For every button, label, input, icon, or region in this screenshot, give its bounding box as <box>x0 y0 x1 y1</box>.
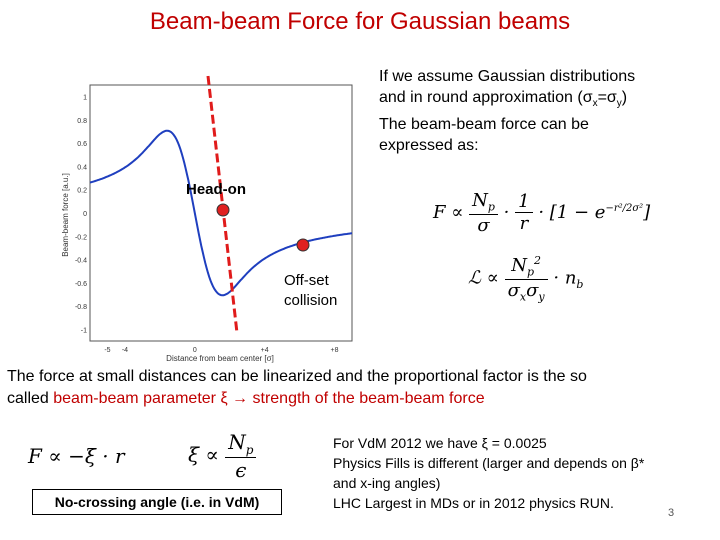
beam-beam-force-plot <box>60 75 360 365</box>
fills-line-2: Physics Fills is different (larger and depends on β* <box>333 455 645 471</box>
fills-line-3: and x-ing angles) <box>333 475 441 491</box>
x-tick-label: +4 <box>260 347 269 354</box>
intro-text <box>379 66 709 156</box>
y-tick-label: 0 <box>83 211 87 218</box>
x-ticks <box>104 347 338 354</box>
luminosity-formula: ℒ ∝ $\frac{N_p^2}{\sigma_x\sigma_y}$ · $n_b$ <box>468 254 584 304</box>
linearization-line-2: called beam-beam parameter ξ → strength of the beam-beam force <box>7 390 485 407</box>
linearization-line-1: The force at small distances can be linearized and the proportional factor is the so <box>7 368 587 385</box>
y-tick-label: 0.2 <box>77 187 87 195</box>
headon-label: Head-on <box>186 181 246 198</box>
fills-line-1: For VdM 2012 we have ξ = 0.0025 <box>333 435 547 451</box>
x-axis-label: Distance from beam center [σ] <box>166 354 274 363</box>
y-tick-label: -0.2 <box>74 234 87 242</box>
offset-point <box>297 239 309 251</box>
y-tick-label: 0.4 <box>77 164 87 172</box>
y-ticks <box>75 95 87 335</box>
intro-line-3: The beam-beam force can be <box>379 116 589 134</box>
intro-line-4: expressed as: <box>379 137 479 155</box>
y-tick-label: -0.6 <box>74 280 87 288</box>
intro-line-2: and in round approximation $(\sigma_x=\sigma_y)$ <box>379 89 628 110</box>
beam-beam-parameter-text: beam-beam parameter ξ → strength of the beam-beam force <box>53 390 485 407</box>
y-tick-label: 0.6 <box>77 141 87 149</box>
fills-text <box>333 433 713 513</box>
y-tick-label: -1 <box>80 327 87 335</box>
fills-line-4: LHC Largest in MDs or in 2012 physics RUN. <box>333 495 614 511</box>
headon-point <box>217 204 229 216</box>
x-tick-label: 0 <box>192 347 197 354</box>
linearization-text <box>7 366 713 410</box>
force-formula: F ∝ $\frac{N_p}{\sigma}$ · $\frac{1}{r}$ · $[1 - e^{-r^2/2\sigma^2}]$ <box>433 190 651 236</box>
linearized-force-formula: F ∝ −ξ · r <box>28 444 125 468</box>
xi-formula: ξ ∝ $\frac{N_p}{\epsilon}$ <box>188 430 256 482</box>
offset-label-2: collision <box>284 292 338 309</box>
offset-label-1: Off-set <box>284 272 329 289</box>
y-axis-label: Beam-beam force [a.u.] <box>61 173 70 257</box>
x-tick-label: -5 <box>104 347 111 354</box>
intro-line-1: If we assume Gaussian distributions <box>379 68 636 85</box>
x-tick-label: -4 <box>121 347 129 354</box>
y-tick-label: -0.8 <box>74 304 87 312</box>
x-tick-label: +8 <box>330 347 339 354</box>
page-number: 3 <box>668 507 675 519</box>
y-tick-label: 1 <box>83 94 87 102</box>
y-tick-label: -0.4 <box>74 257 87 265</box>
no-crossing-angle-label: No-crossing angle (i.e. in VdM) <box>32 489 282 515</box>
slide-title: Beam-beam Force for Gaussian beams <box>149 8 571 35</box>
y-tick-label: 0.8 <box>77 117 87 125</box>
